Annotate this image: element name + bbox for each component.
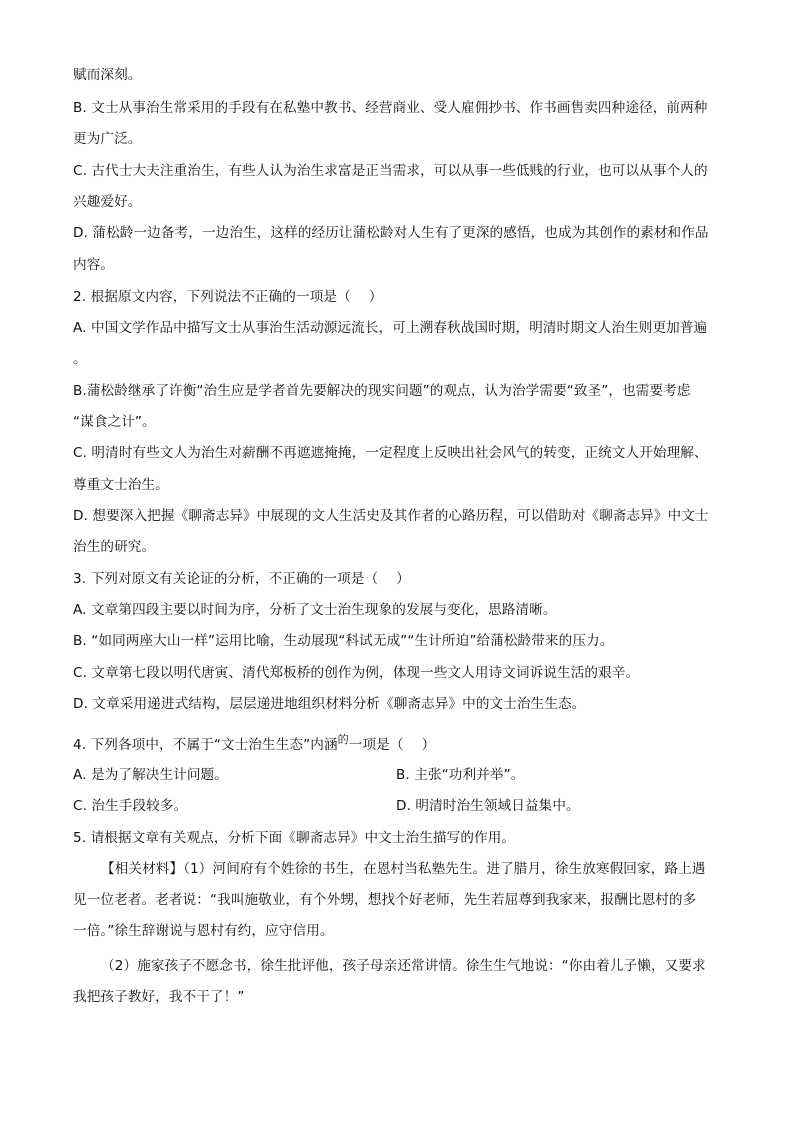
question-5: 5. 请根据文章有关观点，分析下面《聊斋志异》中文士治生描写的作用。 [73, 830, 516, 846]
text-line: “谋食之计”。 [73, 414, 156, 430]
text-line: 尊重文士治生。 [73, 477, 169, 493]
question-4-tail: 一项是（ ） [348, 737, 436, 753]
q4-option-d: D. 明清时治生领域日益集中。 [396, 798, 580, 814]
material-line: 我把孩子教好，我不干了！” [73, 989, 245, 1005]
question-3: 3. 下列对原文有关论证的分析，不正确的一项是（ ） [73, 571, 410, 587]
material-line: 【相关材料】（1）河间府有个姓徐的书生，在恩村当私塾先生。进了腊月，徐生放寒假回家，路上遇 [101, 861, 706, 877]
text-line: 更为广泛。 [73, 131, 142, 147]
question-2: 2. 根据原文内容，下列说法不正确的一项是（ ） [73, 289, 383, 305]
option-d-line: D. 蒲松龄一边备考，一边治生，这样的经历让蒲松龄对人生有了更深的感悟，也成为其创作的素材和作品 [73, 225, 709, 241]
material-line: 见一位老者。老者说：“我叫施敬业，有个外甥，想找个好老师，先生若屈尊到我家来，报酬比恩村的多 [73, 892, 697, 908]
option-b-line: B. 文士从事治生常采用的手段有在私塾中教书、经营商业、受人雇佣抄书、作书画售卖四种途径，前两种 [73, 100, 708, 116]
material-line: （2）施家孩子不愿念书，徐生批评他，孩子母亲还常讲情。徐生生气地说：“你由着儿子懒，又要求 [101, 958, 706, 974]
option-a-line: A. 文章第四段主要以时间为序，分析了文士治生现象的发展与变化，思路清晰。 [73, 602, 557, 618]
option-c-line: C. 文章第七段以明代唐寅、清代郑板桥的创作为例，体现一些文人用诗文词诉说生活的艰辛。 [73, 665, 640, 681]
option-c-line: C. 明清时有些文人为治生对薪酬不再遮遮掩掩，一定程度上反映出社会风气的转变，正统文人开始理解、 [73, 445, 708, 461]
option-d-line: D. 文章采用递进式结构，层层递进地组织材料分析《聊斋志异》中的文士治生生态。 [73, 696, 586, 712]
question-4 [73, 731, 435, 754]
text-line: 内容。 [73, 257, 115, 273]
text-line: 赋而深刻。 [73, 67, 142, 83]
material-line: 一倍。”徐生辞谢说与恩村有约，应守信用。 [73, 923, 334, 939]
question-4-superscript: 的 [337, 733, 349, 746]
text-line: 兴趣爱好。 [73, 194, 142, 210]
q4-option-c: C. 治生手段较多。 [73, 798, 188, 814]
q4-option-b: B. 主张“功利并举”。 [396, 767, 525, 783]
question-4-stem: 4. 下列各项中，不属于“文士治生生态”内涵 [73, 737, 338, 753]
option-c-line: C. 古代士大夫注重治生，有些人认为治生求富是正当需求，可以从事一些低贱的行业，也可以从事个人的 [73, 163, 708, 179]
text-line: 治生的研究。 [73, 539, 156, 555]
option-d-line: D. 想要深入把握《聊斋志异》中展现的文人生活史及其作者的心路历程，可以借助对《聊斋志异》中文士 [73, 508, 709, 524]
text-line: 。 [73, 351, 87, 367]
q4-option-a: A. 是为了解决生计问题。 [73, 767, 228, 783]
option-b-line: B.蒲松龄继承了许衡“治生应是学者首先要解决的现实问题”的观点，认为治学需要“致圣”，也需要考虑 [73, 383, 691, 399]
option-a-line: A. 中国文学作品中描写文士从事治生活动源远流长，可上溯春秋战国时期，明清时期文人治生则更加普遍 [73, 320, 708, 336]
option-b-line: B. “如同两座大山一样”运用比喻，生动展现“科试无成”“生计所迫”给蒲松龄带来的压力。 [73, 633, 614, 649]
